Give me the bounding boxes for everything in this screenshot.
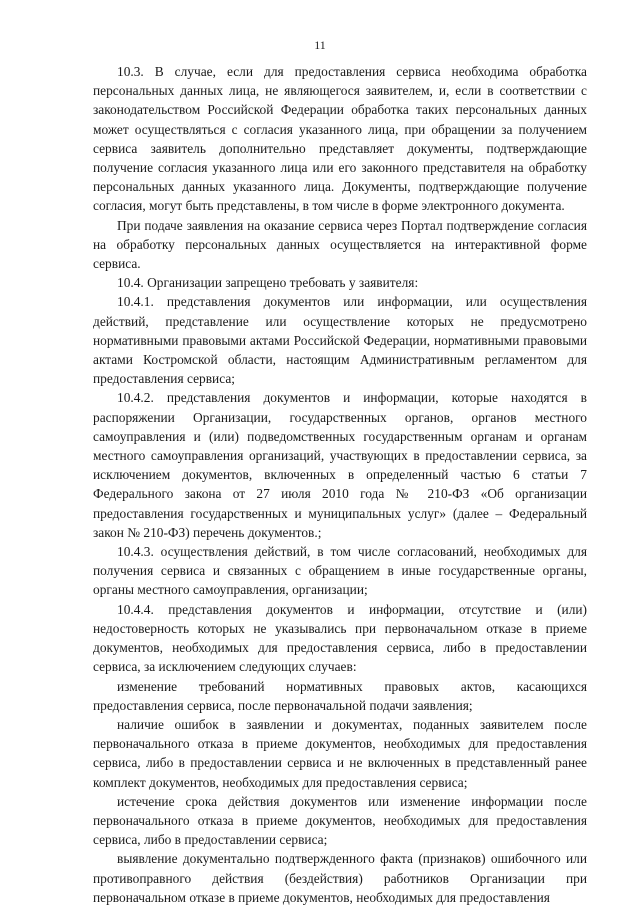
document-body (93, 62, 587, 907)
paragraph-exception-wrongful-action: выявление документально подтвержденного факта (признаков) ошибочного или противоправного действия (бездействия) работников Организации при первоначальном отказе в приеме документов, необходимых для предоставления (93, 851, 587, 905)
paragraph-exception-errors: наличие ошибок в заявлении и документах, поданных заявителем после первоначального отказа в приеме документов, необходимых для предоставления сервиса, либо в предоставлении сервиса и не включенных в представленный ранее комплект документов, необходимых для предоставления сервиса; (93, 716, 587, 790)
paragraph-10-4-2: 10.4.2. представления документов и информации, которые находятся в распоряжении Организации, государственных органов, органов местного самоуправления и (или) подведомственных государственным органам и органам местного самоуправления организаций, участвующих в предоставлении сервиса, за исключением документов, включенных в определенный частью 6 статьи 7 Федерального закона от 27 июля 2010 года № 210-ФЗ «Об организации предоставления государственных и муниципальных услуг» (далее – Федеральный закон № 210-ФЗ) перечень документов.; (93, 390, 587, 540)
paragraph-exception-expiry: истечение срока действия документов или изменение информации после первоначального отказа в приеме документов, необходимых для предоставления сервиса, либо в предоставлении сервиса; (93, 793, 587, 848)
paragraph-portal-consent: При подаче заявления на оказание сервиса через Портал подтверждение согласия на обработку персональных данных осуществляется на интерактивной форме сервиса. (93, 217, 587, 272)
paragraph-10-4-4: 10.4.4. представления документов и информации, отсутствие и (или) недостоверность которых не указывались при первоначальном отказе в приеме документов, необходимых для предоставления сервиса, либо в предоставлении сервиса, за исключением следующих случаев: (93, 601, 587, 675)
paragraph-10-4: 10.4. Организации запрещено требовать у заявителя: (117, 275, 419, 291)
page-number: 11 (314, 38, 326, 52)
paragraph-10-3: 10.3. В случае, если для предоставления сервиса необходима обработка персональных данных лица, не являющегося заявителем, и, если в соответствии с законодательством Российской Федерации обработка таких персональных данных может осуществляться с согласия указанного лица, при обращении за получением сервиса заявитель дополнительно представляет документы, подтверждающие получение согласия указанного лица или его законного представителя на обработку персональных данных указанного лица. Документы, подтверждающие получение согласия, могут быть представлены, в том числе в форме электронного документа. (93, 64, 587, 214)
paragraph-10-4-1: 10.4.1. представления документов или информации, или осуществления действий, представление или осуществление которых не предусмотрено нормативными правовыми актами Российской Федерации, нормативными правовыми актами Костромской области, настоящим Административным регламентом для предоставления сервиса; (93, 294, 587, 387)
paragraph-10-4-3: 10.4.3. осуществления действий, в том числе согласований, необходимых для получения сервиса и связанных с обращением в иные государственные органы, органы местного самоуправления, организации; (93, 544, 587, 598)
paragraph-exception-regulation-change: изменение требований нормативных правовых актов, касающихся предоставления сервиса, после первоначальной подачи заявления; (93, 678, 587, 713)
